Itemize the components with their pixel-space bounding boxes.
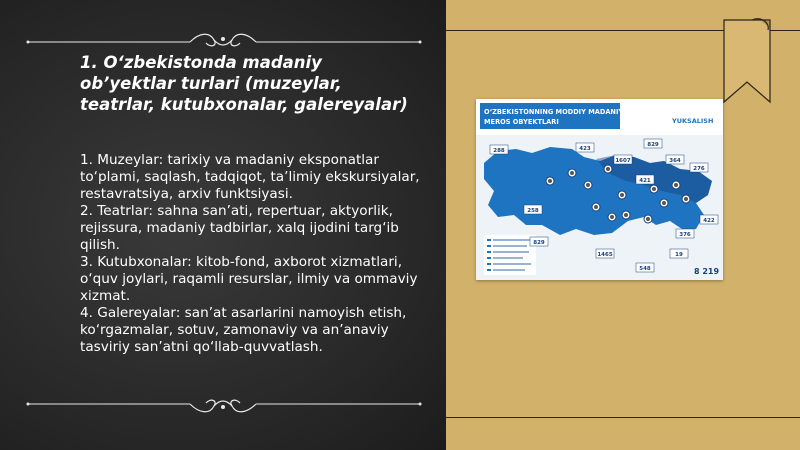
region-label: 1607 [615, 158, 631, 164]
region-label: 829 [533, 240, 545, 246]
bottom-ornament-icon [0, 392, 446, 416]
region-label: 19 [675, 252, 683, 258]
map-pin-dot [674, 183, 678, 187]
map-pin-dot [548, 179, 552, 183]
map-pin-dot [570, 171, 574, 175]
bottom-rule [446, 417, 800, 418]
region-label: 548 [639, 266, 651, 272]
map-pin-dot [610, 215, 614, 219]
slide-body [80, 152, 430, 356]
map-pin-dot [620, 193, 624, 197]
paragraph-galleries: 4. Galereyalar: san’at asarlarini namoyish etish, ko‘rgazmalar, sotuv, zamonaviy va an’anaviy tasviriy san’atni qo‘llab-quvvatlash. [80, 305, 407, 355]
region-label: 276 [693, 166, 705, 172]
paragraph-theatres: 2. Teatrlar: sahna san’ati, repertuar, aktyorlik, rejissura, madaniy tadbirlar, xalq ijodini targ‘ib qilish. [80, 203, 399, 253]
slide-title: 1. O‘zbekistonda madaniy ob’yektlar turlari (muzeylar, teatrlar, kutubxonalar, galereyalar) [80, 53, 408, 114]
region-label: 376 [679, 232, 691, 238]
map-pin-dot [684, 197, 688, 201]
region-label: 288 [493, 148, 505, 154]
map-pin-dot [624, 213, 628, 217]
region-label: 258 [527, 208, 539, 214]
map-pin-dot [652, 187, 656, 191]
map-pin-dot [586, 183, 590, 187]
infographic-heading-line1: O‘ZBEKISTONNING MODDIY MADANIY [484, 108, 624, 116]
paragraph-museums: 1. Muzeylar: tarixiy va madaniy eksponatlar to‘plami, saqlash, tadqiqot, ta’limiy ekskursiyalar, restavratsiya, arxiv funktsiyasi. [80, 152, 420, 202]
map-pin-dot [662, 201, 666, 205]
region-label: 423 [579, 146, 591, 152]
map-pin-dot [606, 167, 610, 171]
paragraph-libraries: 3. Kutubxonalar: kitob-fond, axborot xizmatlari, o‘quv joylari, raqamli resurslar, ilmiy va ommaviy xizmat. [80, 254, 418, 304]
infographic-total: 8 219 [694, 267, 720, 276]
infographic-legend [484, 235, 536, 275]
infographic-brand: YUKSALISH [672, 117, 714, 125]
infographic-map [476, 99, 723, 280]
region-label: 422 [703, 218, 715, 224]
region-label: 1465 [597, 252, 613, 258]
bookmark-ribbon-icon [720, 18, 774, 104]
region-label: 829 [647, 142, 659, 148]
top-ornament-icon [0, 30, 446, 54]
map-pin-dot [594, 205, 598, 209]
region-label: 364 [669, 158, 681, 164]
infographic-heading-line2: MEROS OBYEKTLARI [484, 118, 559, 126]
infographic-card [476, 99, 723, 280]
map-pin-dot [646, 217, 650, 221]
region-label: 421 [639, 178, 651, 184]
